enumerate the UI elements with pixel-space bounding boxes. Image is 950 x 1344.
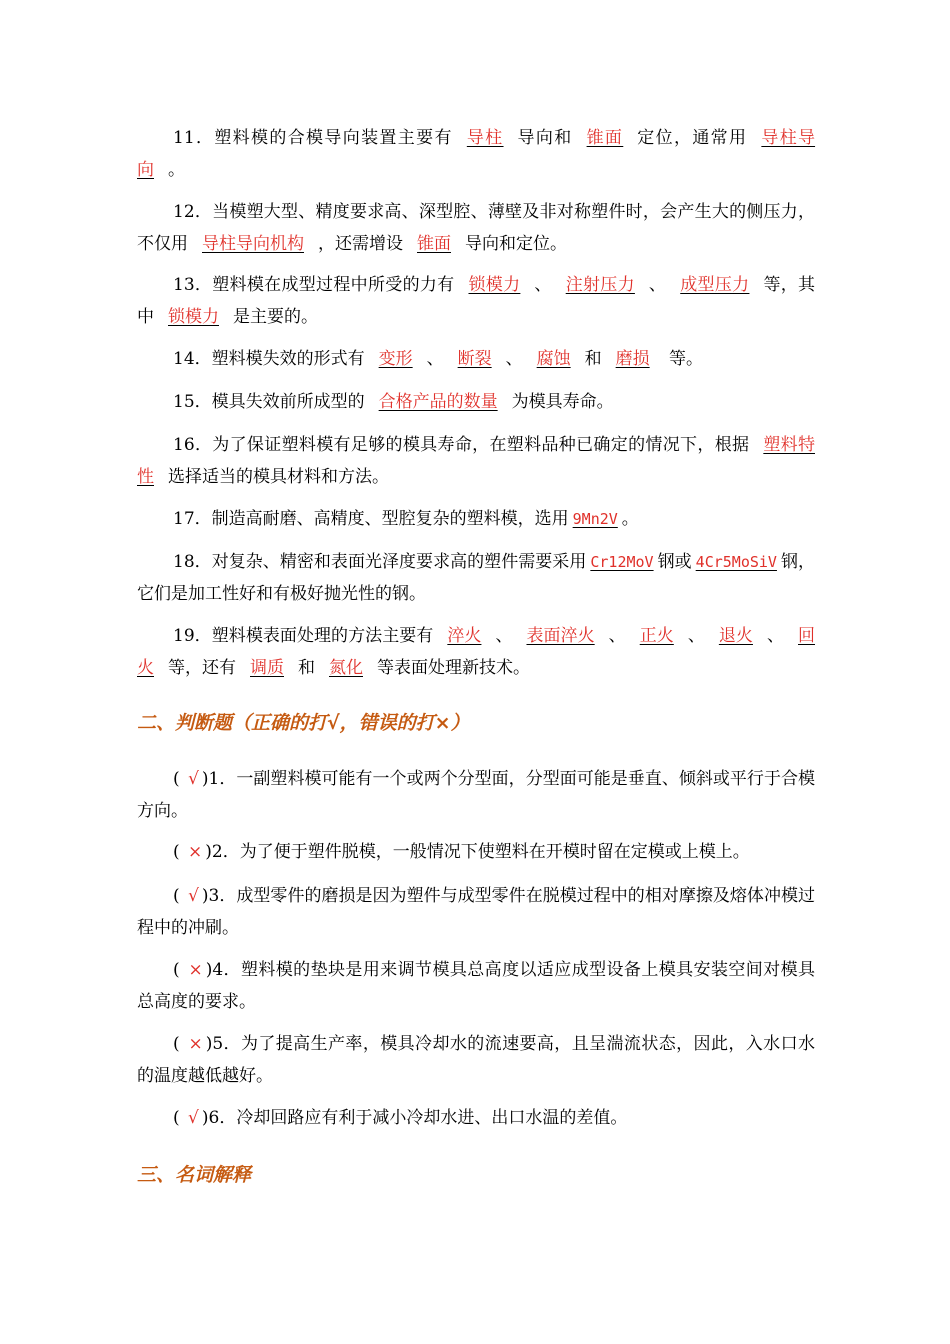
answer-paren: ( bbox=[173, 842, 186, 862]
fill-question-17 bbox=[137, 503, 815, 535]
answer-paren: ( bbox=[173, 1108, 186, 1128]
question-text: ，还需增设 bbox=[318, 234, 403, 254]
section-2-heading: 二、判断题（正确的打√，错误的打×） bbox=[137, 712, 470, 734]
question-number: 15． bbox=[173, 392, 212, 412]
judge-question-1 bbox=[137, 763, 815, 827]
question-text: 是主要的。 bbox=[233, 307, 318, 327]
fill-question-16 bbox=[137, 429, 815, 493]
answer-blank: 变形 bbox=[378, 349, 413, 369]
fill-question-15 bbox=[137, 386, 815, 418]
question-text: 。 bbox=[621, 509, 639, 529]
question-number: 17． bbox=[173, 509, 212, 529]
answer-blank: 塑料特性 bbox=[137, 435, 815, 487]
answer-blank: 成型压力 bbox=[680, 275, 750, 295]
question-text: 为了保证塑料模有足够的模具寿命，在塑料品种已确定的情况下，根据 bbox=[212, 435, 750, 455]
fill-question-18 bbox=[137, 546, 815, 610]
fill-question-12 bbox=[137, 196, 815, 260]
question-text: 选择适当的模具材料和方法。 bbox=[168, 467, 389, 487]
question-number: 19． bbox=[173, 626, 212, 646]
question-text: 等。 bbox=[663, 349, 704, 369]
fill-question-13 bbox=[137, 269, 815, 333]
question-text: )1．一副塑料模可能有一个或两个分型面，分型面可能是垂直、倾斜或平行于合模方向。 bbox=[137, 769, 815, 821]
judge-question-3 bbox=[137, 880, 815, 944]
question-number: 13． bbox=[173, 275, 213, 295]
answer-blank: 氮化 bbox=[329, 658, 363, 678]
question-number: 18． bbox=[173, 552, 212, 572]
answer-paren: ( bbox=[173, 960, 186, 980]
question-text: 。 bbox=[168, 160, 185, 180]
answer-blank: 4Cr5MoSiV bbox=[695, 553, 777, 571]
answer-blank: 淬火 bbox=[447, 626, 482, 646]
answer-blank: 退火 bbox=[718, 626, 753, 646]
question-text: 和 bbox=[584, 349, 602, 369]
question-text: 等，其中 bbox=[137, 275, 816, 327]
question-text: 、 bbox=[608, 626, 626, 646]
judge-question-4 bbox=[137, 954, 815, 1018]
question-text: 定位，通常用 bbox=[637, 128, 748, 148]
question-text: )2．为了便于塑件脱模，一般情况下使塑料在开模时留在定模或上模上。 bbox=[205, 842, 750, 862]
question-text: 等表面处理新技术。 bbox=[377, 658, 530, 678]
question-text: )5．为了提高生产率，模具冷却水的流速要高，且呈湍流状态，因此，入水口水的温度越低越好。 bbox=[137, 1034, 815, 1086]
question-text: 和 bbox=[298, 658, 315, 678]
answer-blank: 调质 bbox=[250, 658, 284, 678]
answer-blank: 9Mn2V bbox=[572, 510, 618, 528]
answer-blank: 导柱 bbox=[466, 128, 504, 148]
section-3-heading: 三、名词解释 bbox=[137, 1164, 252, 1186]
question-text: )4．塑料模的垫块是用来调节模具总高度以适应成型设备上模具安装空间对模具总高度的要求。 bbox=[137, 960, 815, 1012]
question-text: 塑料模表面处理的方法主要有 bbox=[211, 626, 434, 646]
answer-blank: 正火 bbox=[639, 626, 674, 646]
question-text: 、 bbox=[648, 275, 667, 295]
question-text: 对复杂、精密和表面光泽度要求高的塑件需要采用 bbox=[211, 552, 587, 572]
answer-mark: × bbox=[188, 1034, 203, 1054]
answer-blank: 锥面 bbox=[417, 234, 451, 254]
answer-mark: √ bbox=[188, 1108, 199, 1128]
question-text: 、 bbox=[495, 626, 513, 646]
answer-paren: ( bbox=[173, 769, 186, 789]
question-text: 、 bbox=[505, 349, 523, 369]
question-text: 钢或 bbox=[657, 552, 692, 572]
answer-mark: × bbox=[188, 842, 203, 862]
answer-blank: 断裂 bbox=[457, 349, 492, 369]
question-text: 、 bbox=[534, 275, 552, 295]
question-text: 塑料模的合模导向装置主要有 bbox=[214, 128, 453, 148]
answer-blank: 腐蚀 bbox=[536, 349, 571, 369]
judge-question-2 bbox=[137, 836, 815, 868]
question-number: 11． bbox=[173, 128, 215, 148]
judge-question-5 bbox=[137, 1028, 815, 1092]
question-text: 、 bbox=[766, 626, 784, 646]
question-text: 钢，它们是加工性好和有极好抛光性的钢。 bbox=[137, 552, 816, 604]
answer-blank: 锁模力 bbox=[468, 275, 521, 295]
question-text: 制造高耐磨、高精度、型腔复杂的塑料模，选用 bbox=[211, 509, 569, 529]
question-text: 等，还有 bbox=[168, 658, 236, 678]
answer-blank: 锥面 bbox=[586, 128, 624, 148]
answer-blank: 磨损 bbox=[615, 349, 650, 369]
question-text: )3．成型零件的磨损是因为塑件与成型零件在脱模过程中的相对摩擦及熔体冲模过程中的冲刷。 bbox=[137, 886, 815, 938]
question-text: )6．冷却回路应有利于减小冷却水进、出口水温的差值。 bbox=[201, 1108, 628, 1128]
question-text: 导向和定位。 bbox=[465, 234, 567, 254]
answer-blank: 回火 bbox=[137, 626, 815, 678]
fill-question-11 bbox=[137, 122, 815, 186]
answer-blank: 表面淬火 bbox=[526, 626, 595, 646]
answer-blank: Cr12MoV bbox=[590, 553, 654, 571]
question-text: 、 bbox=[426, 349, 444, 369]
question-text: 塑料模失效的形式有 bbox=[211, 349, 365, 369]
fill-question-14 bbox=[137, 343, 815, 375]
question-text: 塑料模在成型过程中所受的力有 bbox=[212, 275, 455, 295]
answer-mark: × bbox=[188, 960, 203, 980]
question-text: 当模塑大型、精度要求高、深型腔、薄壁及非对称塑件时，会产生大的侧压力，不仅用 bbox=[137, 202, 816, 254]
answer-blank: 导柱导向 bbox=[137, 128, 816, 180]
question-text: 模具失效前所成型的 bbox=[211, 392, 365, 412]
answer-blank: 锁模力 bbox=[168, 307, 219, 327]
answer-paren: ( bbox=[173, 886, 186, 906]
answer-blank: 合格产品的数量 bbox=[378, 392, 498, 412]
question-number: 12． bbox=[173, 202, 213, 222]
question-text: 导向和 bbox=[517, 128, 573, 148]
fill-question-19 bbox=[137, 620, 815, 684]
question-number: 16． bbox=[173, 435, 213, 455]
answer-mark: √ bbox=[188, 886, 199, 906]
question-text: 为模具寿命。 bbox=[511, 392, 614, 412]
answer-blank: 注射压力 bbox=[565, 275, 635, 295]
judge-question-6 bbox=[137, 1102, 815, 1134]
answer-paren: ( bbox=[173, 1034, 186, 1054]
answer-blank: 导柱导向机构 bbox=[202, 234, 304, 254]
question-number: 14． bbox=[173, 349, 212, 369]
answer-mark: √ bbox=[188, 769, 199, 789]
question-text: 、 bbox=[687, 626, 705, 646]
